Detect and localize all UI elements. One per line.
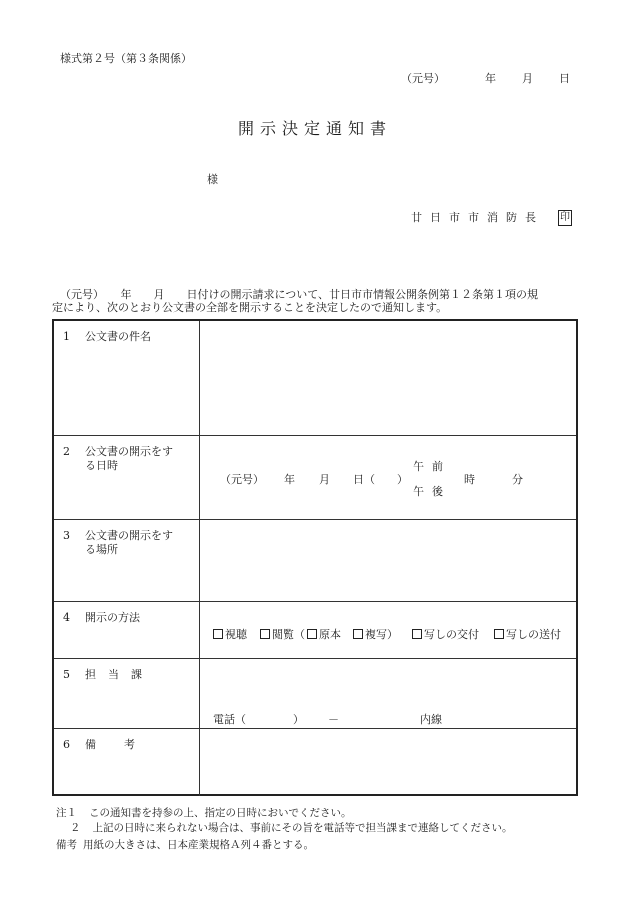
pm-label: 午後 xyxy=(413,485,451,498)
datetime-hour: 時 xyxy=(464,473,475,486)
issue-date-day: 日 xyxy=(559,72,570,85)
row-number: 3 xyxy=(63,529,70,542)
row-disclosure-method xyxy=(54,602,576,659)
note-2-head: ２ xyxy=(70,822,81,834)
issue-date-year: 年 xyxy=(485,72,496,85)
checkbox-icon xyxy=(412,629,422,639)
issue-date-era: （元号） xyxy=(401,72,445,85)
checkbox-icon xyxy=(260,629,270,639)
note-1-text: この通知書を持参の上、指定の日時においでください。 xyxy=(89,807,352,819)
row-disclosure-place xyxy=(54,520,576,602)
issuer xyxy=(411,209,572,226)
remarks-note-head: 備考 xyxy=(56,839,77,851)
note-2-text: 上記の日時に来られない場合は、事前にその旨を電話等で担当課まで連絡してください。 xyxy=(92,822,513,834)
department-field[interactable] xyxy=(200,659,576,728)
intro-line-2: 定により、次のとおり公文書の全部を開示することを決定したので通知します。 xyxy=(52,301,448,314)
row-number: 1 xyxy=(63,330,70,343)
row-number: 4 xyxy=(63,611,70,624)
remarks-note-text: 用紙の大きさは、日本産業規格Ａ列４番とする。 xyxy=(83,839,314,851)
notice-table xyxy=(52,319,578,796)
row-disclosure-datetime xyxy=(54,436,576,520)
checkbox-icon xyxy=(353,629,363,639)
addressee-suffix: 様 xyxy=(207,173,218,186)
note-1-head: 注１ xyxy=(56,807,77,819)
disclosure-datetime-field[interactable] xyxy=(200,436,576,519)
checkbox-icon xyxy=(307,629,317,639)
option-send-copy[interactable]: 写しの送付 xyxy=(494,626,561,642)
intro-line-1: （元号） 年 月 日付けの開示請求について、廿日市市情報公開条例第１２条第１項の規 xyxy=(60,288,539,301)
note-2 xyxy=(56,820,513,835)
datetime-year: 年 xyxy=(284,473,295,486)
form-number: 様式第２号（第３条関係） xyxy=(60,52,192,65)
option-copy[interactable]: 複写） xyxy=(353,626,398,642)
option-read[interactable]: 閲覧（ xyxy=(260,626,305,642)
document-name-field[interactable] xyxy=(200,321,576,435)
seal-mark: 印 xyxy=(558,210,572,226)
issue-date-month: 月 xyxy=(522,72,533,85)
row-label-line1: 公文書の開示をす xyxy=(85,445,173,458)
row-number: 6 xyxy=(63,738,70,751)
row-label: 開示の方法 xyxy=(85,611,140,624)
intro-text xyxy=(52,288,587,314)
phone-label: 電話（ xyxy=(213,713,246,726)
option-deliver-copy[interactable]: 写しの交付 xyxy=(412,626,479,642)
remarks-field[interactable] xyxy=(200,729,576,796)
row-document-name xyxy=(54,321,576,436)
datetime-minute: 分 xyxy=(512,473,523,486)
issuer-name: 廿日市市消防長 xyxy=(411,211,544,224)
datetime-day: 日（ ） xyxy=(353,473,408,486)
phone-dash: － xyxy=(328,713,339,726)
row-label-line1: 公文書の開示をす xyxy=(85,529,173,542)
row-remarks xyxy=(54,729,576,796)
datetime-era: （元号） xyxy=(220,473,264,486)
row-label: 担当課 xyxy=(85,668,154,681)
row-label-line2: る日時 xyxy=(85,459,118,472)
option-original[interactable]: 原本 xyxy=(307,626,341,642)
checkbox-icon xyxy=(213,629,223,639)
row-label: 備考 xyxy=(85,738,163,751)
disclosure-place-field[interactable] xyxy=(200,520,576,601)
row-number: 2 xyxy=(63,445,70,458)
option-view[interactable]: 視聴 xyxy=(213,626,247,642)
checkbox-icon xyxy=(494,629,504,639)
remarks-note xyxy=(56,837,314,852)
row-label: 公文書の件名 xyxy=(85,330,151,343)
phone-close: ） xyxy=(293,713,304,726)
am-label: 午前 xyxy=(413,460,451,473)
document-title: 開示決定通知書 xyxy=(237,119,392,138)
datetime-month: 月 xyxy=(319,473,330,486)
extension-label: 内線 xyxy=(420,713,442,726)
issue-date xyxy=(401,70,570,86)
row-number: 5 xyxy=(63,668,70,681)
row-department xyxy=(54,659,576,729)
row-label-line2: る場所 xyxy=(85,543,118,556)
note-1 xyxy=(56,805,352,820)
